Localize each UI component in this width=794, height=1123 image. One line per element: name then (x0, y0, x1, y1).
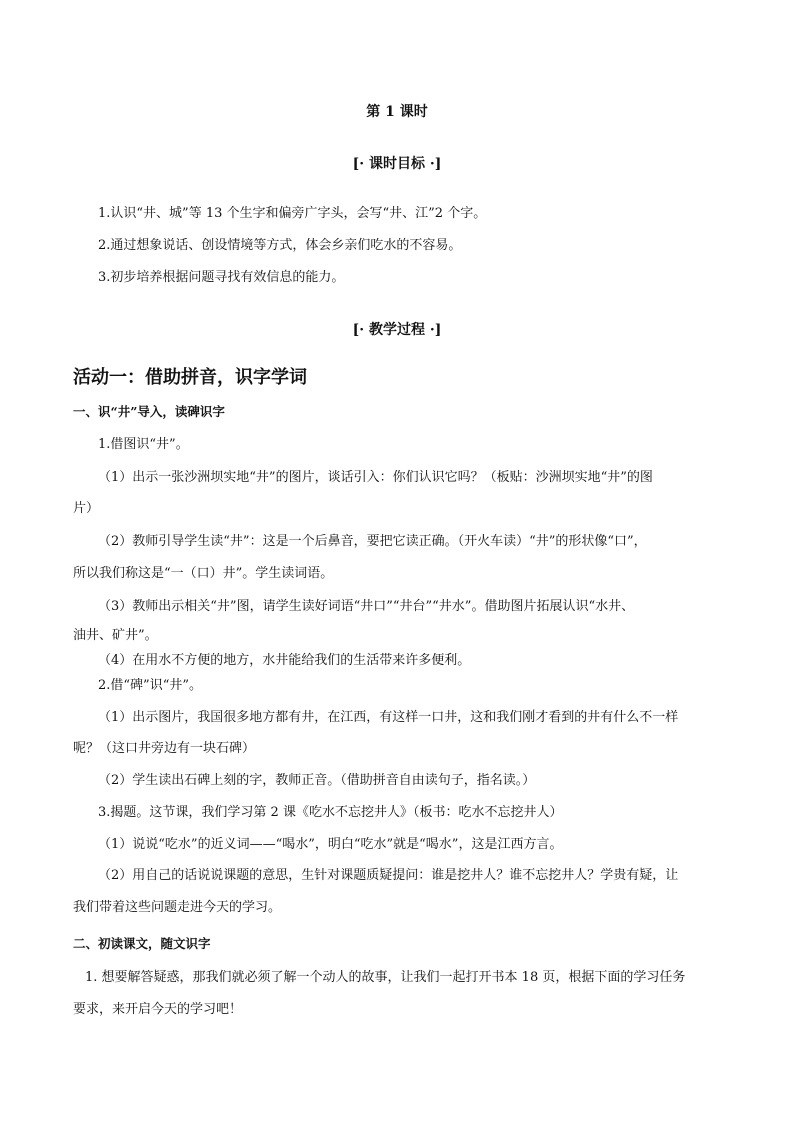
paragraph-continued: 片） (73, 501, 100, 516)
lesson-title: 第 1 课时 (366, 104, 428, 120)
paragraph: （1）说说“吃水”的近义词——“喝水”，明白“吃水”就是“喝水”，这是江西方言。 (98, 837, 563, 852)
paragraph: 2.借“碑”识“井”。 (98, 678, 202, 693)
activity-title: 活动一：借助拼音，识字学词 (73, 367, 307, 388)
paragraph: 3.揭题。这节课，我们学习第 2 课《吃水不忘挖井人》（板书：吃水不忘挖井人） (98, 805, 563, 820)
paragraph: （3）教师出示相关“井”图，请学生读好词语“井口”“井台”“井水”。借助图片拓展认识“水井、 (98, 599, 635, 614)
objective-3: 3.初步培养根据问题寻找有效信息的能力。 (98, 270, 345, 285)
paragraph: （1）出示一张沙洲坝实地“井”的图片，谈话引入：你们认识它吗？（板贴：沙洲坝实地“井”的图 (98, 470, 653, 485)
paragraph: 1.借图识“井”。 (98, 437, 189, 452)
objective-2: 2.通过想象说话、创设情境等方式，体会乡亲们吃水的不容易。 (98, 238, 462, 253)
paragraph: （4）在用水不方便的地方，水井能给我们的生活带来许多便利。 (98, 653, 471, 668)
paragraph-continued: 我们带着这些问题走进今天的学习。 (73, 900, 282, 915)
paragraph: （2）用自己的话说说课题的意思，生针对课题质疑提问：谁是挖井人？谁不忘挖井人？学贵有疑，让 (98, 868, 679, 883)
paragraph-continued: 所以我们称这是“一（口）井”。学生读词语。 (73, 566, 334, 581)
paragraph: （2）教师引导学生读“井”：这是一个后鼻音，要把它读正确。（开火车读）“井”的形状像“口”， (98, 534, 647, 549)
part-two-heading: 二、初读课文，随文识字 (73, 936, 211, 951)
paragraph: （2）学生读出石碑上刻的字，教师正音。（借助拼音自由读句子，指名读。） (98, 773, 536, 788)
objective-1: 1.认识“井、城”等 13 个生字和偏旁广字头，会写“井、江”2 个字。 (98, 206, 487, 221)
section-heading-process: [· 教学过程 ·] (352, 322, 442, 338)
paragraph: 1. 想要解答疑惑，那我们就必须了解一个动人的故事，让我们一起打开书本 18 页，根据下面的学习任务 (85, 970, 686, 985)
paragraph-continued: 要求，来开启今天的学习吧！ (73, 1002, 243, 1017)
section-heading-objectives: [· 课时目标 ·] (352, 156, 442, 172)
part-one-heading: 一、识“井”导入，读碑识字 (73, 404, 225, 419)
paragraph-continued: 油井、矿井”。 (73, 628, 158, 643)
paragraph: （1）出示图片，我国很多地方都有井，在江西，有这样一口井，这和我们刚才看到的井有什么不一样 (98, 710, 679, 725)
paragraph-continued: 呢？（这口井旁边有一块石碑） (73, 741, 256, 756)
